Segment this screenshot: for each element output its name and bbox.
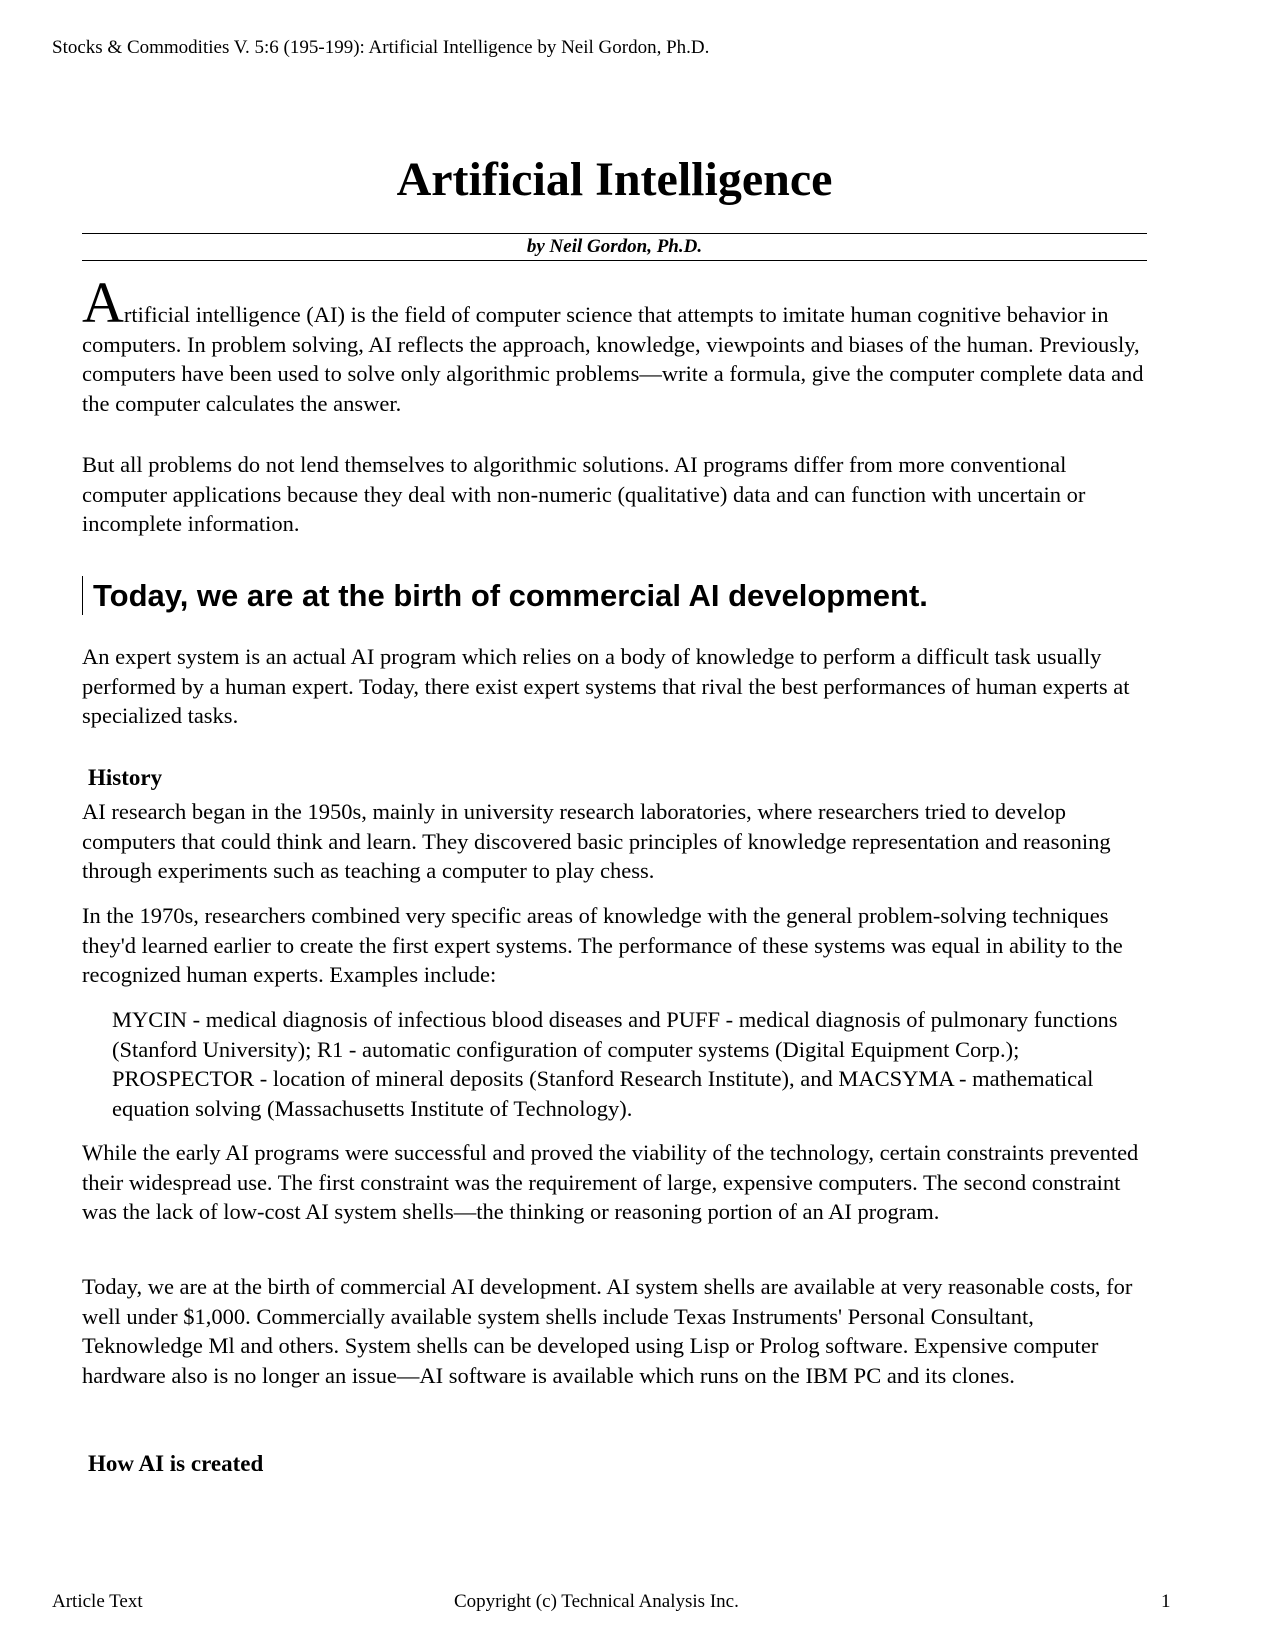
byline: by Neil Gordon, Ph.D. [82,233,1147,261]
page-number: 1 [1161,1591,1171,1612]
running-header: Stocks & Commodities V. 5:6 (195-199): Artificial Intelligence by Neil Gordon, Ph.D. [52,37,710,58]
history-heading: History [88,765,163,790]
examples-block: MYCIN - medical diagnosis of infectious blood diseases and PUFF - medical diagnosis of pulmonary functions (Stanford University); R1 - automatic configuration of computer systems (Digital Equipment Corp.); PROSPECTOR - location of mineral deposits (Stanford Research Institute), and MACSYMA - mathematical equation solving (Massachusetts Institute of Technology). [112,1007,1118,1121]
history-paragraph-1: AI research began in the 1950s, mainly in university research laboratories, where researchers tried to develop computers that could think and learn. They discovered basic principles of knowledge representation and reasoning through experiments such as teaching a computer to play chess. [82,799,1111,883]
paragraph-algorithmic: But all problems do not lend themselves to algorithmic solutions. AI programs differ from more conventional computer applications because they deal with non-numeric (qualitative) data and can function with uncertain or incomplete information. [82,452,1086,536]
footer-copyright: Copyright (c) Technical Analysis Inc. [454,1591,739,1612]
intro-paragraph [82,270,1147,418]
history-paragraph-3: While the early AI programs were successful and proved the viability of the technology, certain constraints prevented their widespread use. The first constraint was the requirement of large, expensive computers. The second constraint was the lack of low-cost AI system shells—the thinking or reasoning portion of an AI program. [82,1140,1139,1224]
history-paragraph-2: In the 1970s, researchers combined very specific areas of knowledge with the general problem-solving techniques they'd learned earlier to create the first expert systems. The performance of these systems was equal in ability to the recognized human experts. Examples include: [82,903,1123,987]
pull-quote: Today, we are at the birth of commercial AI development. [82,576,928,615]
footer-label: Article Text [52,1591,143,1612]
paragraph-expert-system: An expert system is an actual AI program which relies on a body of knowledge to perform a difficult task usually performed by a human expert. Today, there exist expert systems that rival the best performances of human experts at specialized tasks. [82,644,1130,728]
article-title: Artificial Intelligence [396,153,833,206]
how-ai-heading: How AI is created [88,1451,264,1476]
intro-text: rtificial intelligence (AI) is the field of computer science that attempts to imitate human cognitive behavior in computers. In problem solving, AI reflects the approach, knowledge, viewpoints and biases of the human. Previously, computers have been used to solve only algorithmic problems—write a formula, give the computer complete data and the computer calculates the answer. [82,302,1144,416]
drop-cap: A [82,270,124,335]
history-paragraph-4: Today, we are at the birth of commercial AI development. AI system shells are available at very reasonable costs, for well under $1,000. Commercially available system shells include Texas Instruments' Personal Consultant, Teknowledge Ml and others. System shells can be developed using Lisp or Prolog software. Expensive computer hardware also is no longer an issue—AI software is available which runs on the IBM PC and its clones. [82,1274,1133,1388]
